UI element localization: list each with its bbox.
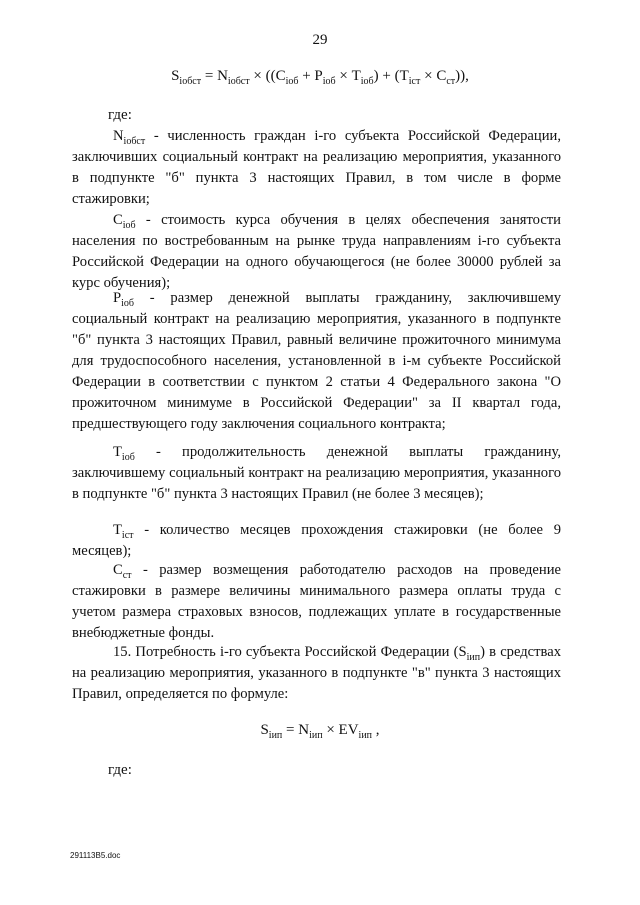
formula-s-iip: $S_{iип} = N_{iип} \times EV_{iип}$ , <box>260 722 380 741</box>
definition-p-iob: $P_{iоб}$ - размер денежной выплаты гражданину, заключившему социальный контракт на реализацию мероприятия, указанного в подпункте "б" пункта 3 настоящих Правил, равный величине прожиточного минимума для трудоспособного населения, установленной в i-м субъекте Российской Федерации в соответствии с пунктом 2 статьи 4 Федерального закона "О прожиточном минимуме в Российской Федерации" за II квартал года, предшествующего году заключения социального контракта; <box>72 290 561 432</box>
formula-s-iobst: $S_{iобст} = N_{iобст} \times ((C_{iоб} + P_{iоб} \times T_{iоб}) + (T_{iст} \times C_{ст}))$, <box>171 68 469 87</box>
formula-lhs: $S_{iобст}$ <box>171 68 202 87</box>
page-number: 29 <box>312 32 328 48</box>
paragraph-15: 15. Потребность i-го субъекта Российской Федерации $(S_{iип})$ в средствах на реализацию мероприятия, указанного в подпункте "в" пункта 3 настоящих Правил, определяется по формуле: <box>72 644 562 702</box>
formula-term-tst: $T_{iст}$ <box>399 68 421 87</box>
formula2-term-ev: $EV_{iип}$ <box>338 722 373 741</box>
definition-c-st: $C_{ст}$ - размер возмещения работодателю расходов на проведение стажировки в размере величины минимального размера оплаты труда с учетом размера страховых взносов, подлежащих уплате в государственные внебюджетные фонды. <box>72 562 561 641</box>
definition-c-iob: $C_{iоб}$ - стоимость курса обучения в целях обеспечения занятости населения по востребованным на рынке труда направлениям i-го субъекта Российской Федерации на одного обучающегося (не более 30000 рублей за курс обучения); <box>72 212 561 291</box>
where-label-2: где: <box>108 762 132 778</box>
definition-t-ist: $T_{iст}$ - количество месяцев прохождения стажировки (не более 9 месяцев); <box>72 522 561 559</box>
definition-t-iob: $T_{iоб}$ - продолжительность денежной выплаты гражданину, заключившему социальный контракт на реализацию мероприятия, указанного в подпункте "б" пункта 3 настоящих Правил (не более 3 месяцев); <box>72 444 561 502</box>
formula-term-n: $N_{iобст}$ <box>217 68 250 87</box>
formula-term-c: $C_{iоб}$ <box>275 68 299 87</box>
document-footer-filename: 291113B5.doc <box>70 851 121 860</box>
definition-n-iobst: $N_{iобст}$ - численность граждан i-го субъекта Российской Федерации, заключивших социальный контракт на реализацию мероприятия, указанного в подпункте "б" пункта 3 настоящих Правил, в том числе в форме стажировки; <box>72 128 561 207</box>
formula2-term-n: $N_{iип}$ <box>298 722 323 741</box>
formula-term-p: $P_{iоб}$ <box>314 68 336 87</box>
formula-term-cst: $C_{ст}$ <box>436 68 456 87</box>
formula2-lhs: $S_{iип}$ <box>260 722 283 741</box>
where-label: где: <box>108 107 132 123</box>
formula-term-t: $T_{iоб}$ <box>351 68 374 87</box>
